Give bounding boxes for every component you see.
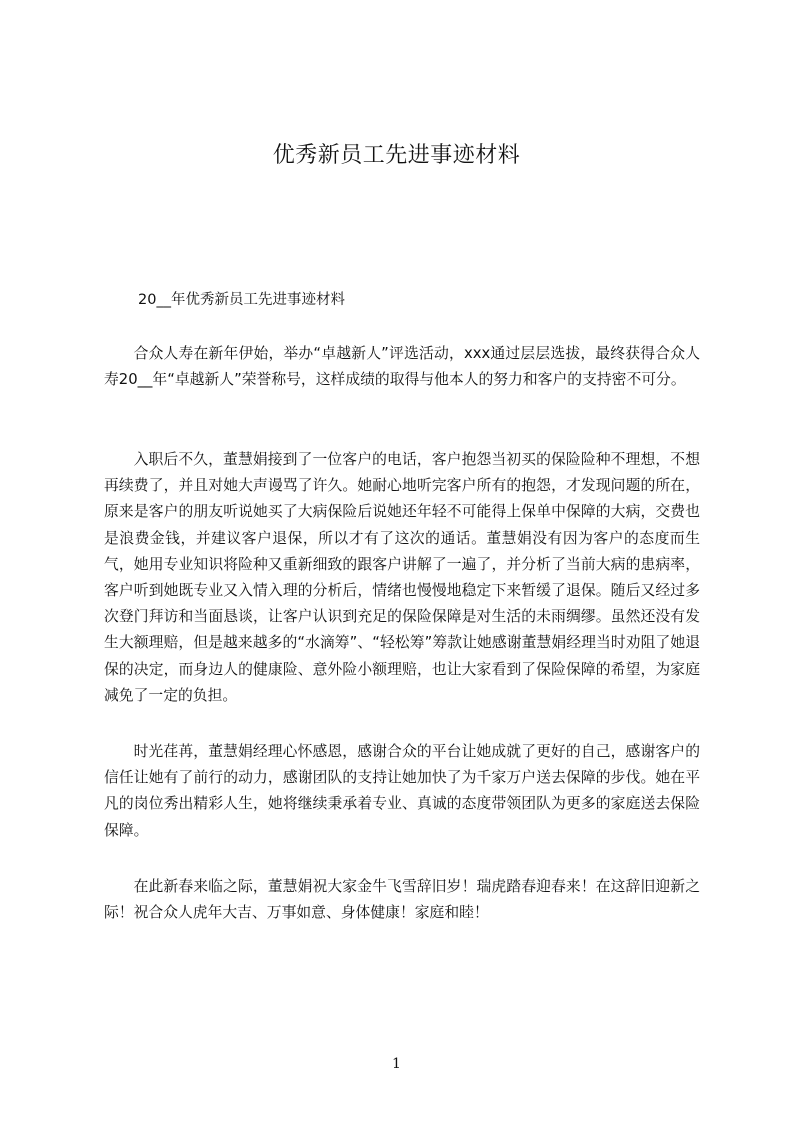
document-title: 优秀新员工先进事迹材料: [272, 143, 521, 168]
page-number: 1: [392, 1056, 401, 1072]
paragraph-greeting: 在此新春来临之际，董慧娟祝大家金牛飞雪辞旧岁！瑞虎踏春迎春来！在这辞旧迎新之际！祝合众人虎年大吉、万事如意、身体健康！家庭和睦！: [104, 878, 700, 922]
paragraph-story: 入职后不久，董慧娟接到了一位客户的电话，客户抱怨当初买的保险险种不理想，不想再续费了，并且对她大声谩骂了许久。她耐心地听完客户所有的抱怨，才发现问题的所在，原来是客户的朋友听说她买了大病保险后说她还年轻不可能得上保单中保障的大病，交费也是浪费金钱，并建议客户退保，所以才有了这次的通话。董慧娟没有因为客户的态度而生气，她用专业知识将险种又重新细致的跟客户讲解了一遍了，并分析了当前大病的患病率，客户听到她既专业又入情入理的分析后，情绪也慢慢地稳定下来暂缓了退保。随后又经过多次登门拜访和当面恳谈，让客户认识到充足的保险保障是对生活的未雨绸缪。虽然还没有发生大额理赔，但是越来越多的“水滴筹”、“轻松筹”筹款让她感谢董慧娟经理当时劝阻了她退保的决定，而身边人的健康险、意外险小额理赔，也让大家看到了保险保障的希望，为家庭减免了一定的负担。: [104, 451, 700, 704]
paragraph-gratitude: 时光荏苒，董慧娟经理心怀感恩，感谢合众的平台让她成就了更好的自己，感谢客户的信任让她有了前行的动力，感谢团队的支持让她加快了为千家万户送去保障的步伐。她在平凡的岗位秀出精彩人生，她将继续秉承着专业、真诚的态度带领团队为更多的家庭送去保险保障。: [104, 743, 700, 839]
document-subtitle: 20__年优秀新员工先进事迹材料: [138, 292, 345, 308]
paragraph-intro: 合众人寿在新年伊始，举办“卓越新人”评选活动，xxx通过层层选拔，最终获得合众人寿20__年“卓越新人”荣誉称号，这样成绩的取得与他本人的努力和客户的支持密不可分。: [104, 345, 700, 389]
